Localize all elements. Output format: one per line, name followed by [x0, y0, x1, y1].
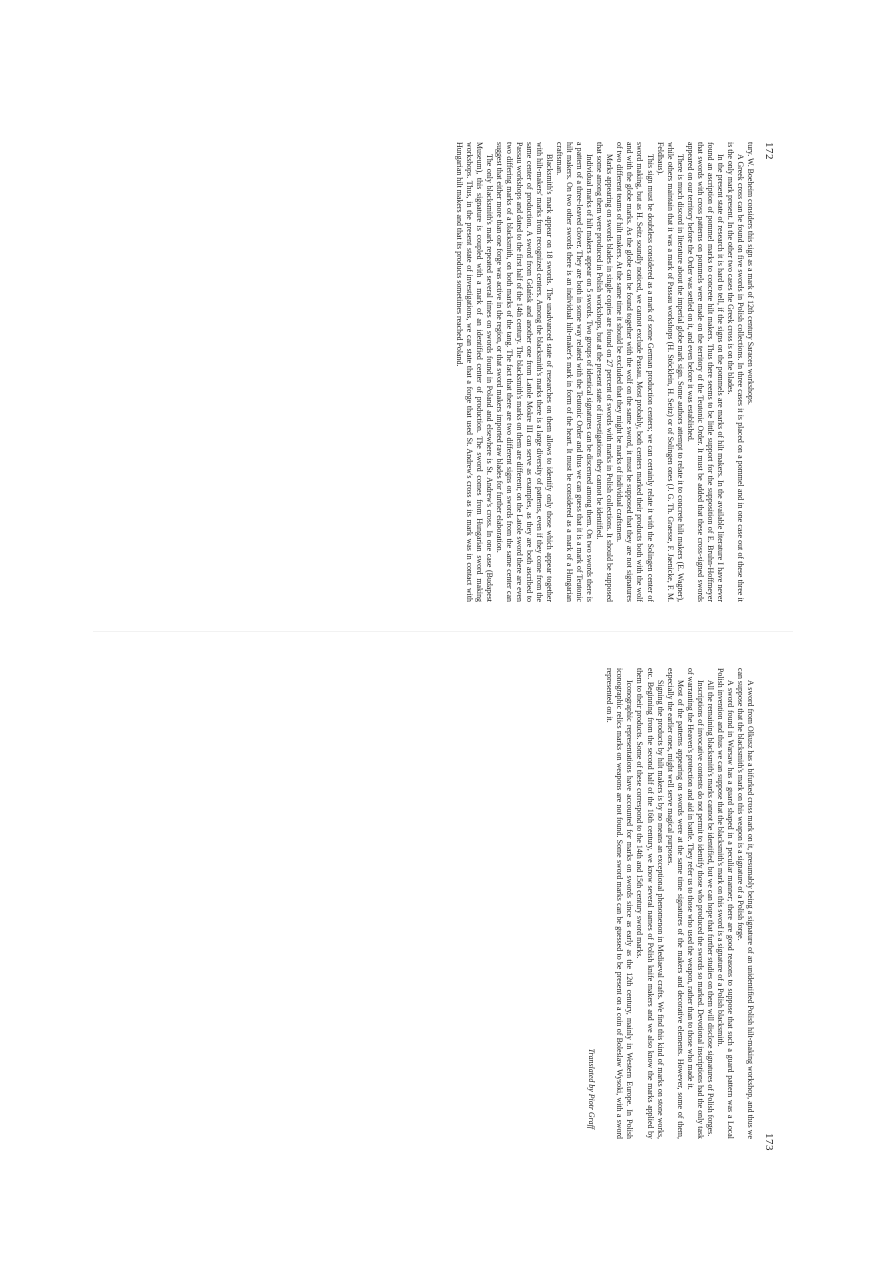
paragraph: Signing the products by hilt makers is by no means an exceptional phenomenon in Mediaeval crafts. We find this kind of marks on stone works, etc. Beginning from the second half of the 16th century, we know several names of Polish knife makers and we also know the marks applied by them to their products. Some of these correspond to the 14th and 15th century sword marks. — [635, 668, 665, 1139]
paragraph: The only blacksmith's mark repeated several times on swords found in Poland and elsewhere is St. Andrew's cross. In one case (Budapest Museum), this signature is coupled with a mark of an identified center of production. The sword comes from Hungarian sword making workshops. Thus, in the present state of investigations, we can state that a forge that used St. Andrew's cross as its mark was in contact with Hungarian hilt makers and that its products sometimes reached Poland. — [454, 142, 494, 602]
page-number: 172 — [763, 142, 775, 160]
paragraph: A sword found in Warsaw has a guard shaped in a peculiar manner; there are good reasons to suppose that such a guard pattern was a Local Polish invention and thus we can suppose that the blacksmith's mark on this sword is a signature of a Polish blacksmith. — [715, 668, 735, 1139]
paragraph: This sign must be doubtless considered as a mark of some German production centers; we can certainly relate it with the Solingen center of sword making, but as H. Seitz soundly noticed, we cannot exclude Passau. Most probably, both centers marked their products both with the wolf and with the globe marks. As the globe can be found together with the wolf on the same sword, it must be supposed that they are not signatures of two different teams of hilt makers. At the same time it should be excluded that they might be marks of individual craftsmen. — [615, 142, 655, 602]
paragraph: Blacksmith's mark appear on 18 swords. The unadvanced state of researches on them allows to identify only those which appear together with hilt-makers' marks from recognized centers. Among the blacksmith's marks there is a large diversity of patterns, even if they come from the same center of production. A sword from Gdańsk and another one from Latole Mokre III can serve as examples, as they are both ascribed to Passau workshops and dated to the first half of the 14th century. The blacksmith's marks on them are different; on the Latole sword there are even two differing marks of a blacksmith, on both marks of the tang. The fact that there are two different signs on swords from the same center can suggest that either more than one forge was active in the region, or that sword makers imported raw blades for further elaboration. — [494, 142, 555, 602]
page-number: 173 — [763, 1133, 775, 1151]
translator-credit: Translated by Piotr Graff — [587, 1048, 597, 1129]
right-page — [0, 632, 893, 1263]
paragraph: Individual marks of hilt makers appear on 5 swords. Two groups of identical signatures can be discerned among them. On two swords there is a pattern of a three-leaved clover. They are both in some way related with the Teutonic Order and thus we can guess that it is a mark of Teutonic hilt makers. On two other swords there is an individual hilt-maker's mark in form of the heart. It must be considered as a mark of a Hungarian craftsman. — [555, 142, 595, 602]
paragraph: A Greek cross can be found on five swords in Polish collections. In three cases it is placed on a pommel and in one case out of these three it is the only mark present. In the other two cases the Greek cross is on the blades. — [725, 142, 745, 602]
paragraph: A sword from Olkusz has a bifurked cross mark on it, presumably being a signature of an unidentified Polish hilt-making workshop, and thus we can suppose that the blacksmith's mark on this weapon is a signature of a Polish forge. — [735, 668, 755, 1139]
paragraph: Inscriptions of invocative contents do not permit to identify those who produced the swords so marked. Devotional inscriptions had the only task of warranting the Heaven's protection and aid in battle. They refer us to those who used the weapon, rather than to those who made it. — [685, 668, 705, 1139]
paragraph: There is much discord in literature about the imperial globe mark sign. Some authors attempt to relate it to concrete hilt makers (E. Wagner), while others maintain that it was a mark of Passau workshops (H. Stöcklein, H. Seitz) or of Solingen ones (J. G. Th. Graesse, F. Jaenicke, F. M. Feldhaus). — [655, 142, 685, 602]
left-page — [0, 0, 893, 631]
paragraph: All the remaining blacksmith's marks cannot be identified, but we can hope that further studies on them will disclose signatures of Polish forges. — [705, 680, 715, 1137]
text-column — [454, 142, 755, 602]
text-column — [586, 668, 755, 1139]
paragraph: In the present state of research it is hard to tell, if the signs on the pommels are marks of hilt makers. In the available literature I have never found an ascription of pommel marks to concrete hilt makers. Thus there seems to be little support for the supposition of E. Bruhn-Hoffmeyer that swords with cross patterns on pommels were made on the territory of the Teutonic Order. It must be added that these cross-signed swords appeared on our territory before the Order was settled on it, and even before it was established. — [685, 142, 725, 602]
paragraph: Marks appearing on swords blades in single copies are found on 27 percent of swords with marks in Polish collections. It should be supposed that some among them were produced in Polish workshops, but at the present state of investigations they cannot be identified. — [595, 142, 615, 602]
paragraph: tury. W. Boeheim considers this sign as a mark of 12th century Saracen workshops. — [746, 142, 755, 405]
paragraph: Most of the patterns appearing on swords were at the same time signatures of the makers and decorative elements. However, some of them, especially the earlier ones, might well serve magical purposes. — [665, 668, 685, 1139]
paragraph: Iconographic representations have accounted for marks on swords since as early as the 12th century, mainly in Western Europe. In Polish iconographic relics marks on weapons are not found. Some sword marks can be guessed to be present on a coin of Boleslaw Wysoki, with a sword represented on it. — [605, 668, 635, 1139]
